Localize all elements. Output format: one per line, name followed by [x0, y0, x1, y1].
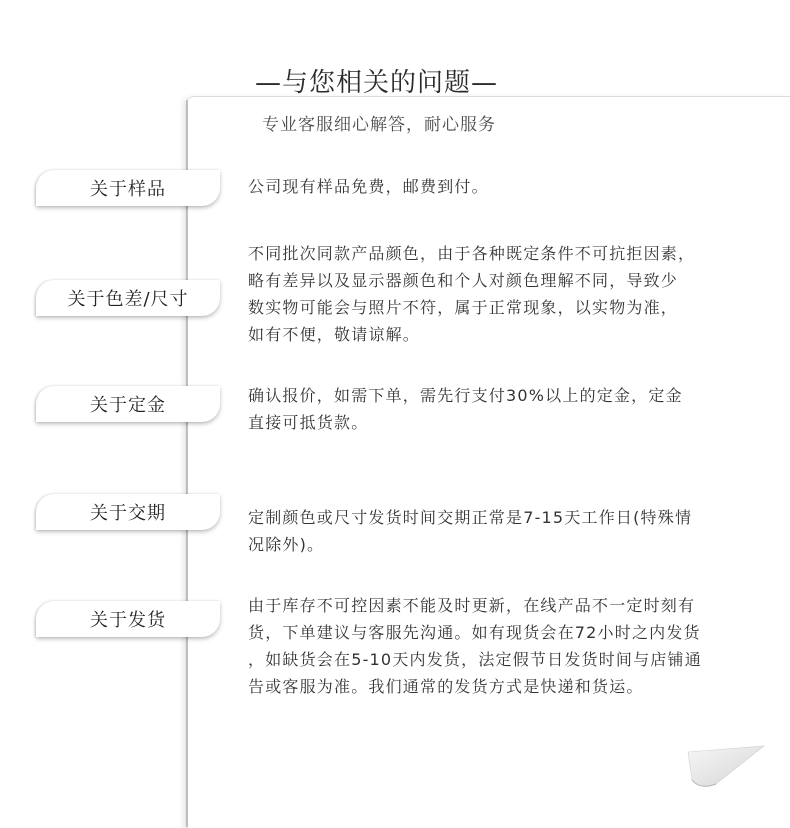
tab-deposit: 关于定金 [36, 386, 220, 422]
tab-samples: 关于样品 [36, 170, 220, 206]
answer-samples [248, 173, 748, 200]
page-title: —与您相关的问题— [255, 68, 499, 98]
page-subtitle: 专业客服细心解答，耐心服务 [262, 115, 496, 135]
tab-shipping: 关于发货 [36, 601, 220, 637]
answer-line: 定制颜色或尺寸发货时间交期正常是7-15天工作日(特殊情 [248, 508, 693, 527]
answer-line: 由于库存不可控因素不能及时更新，在线产品不一定时刻有 [248, 596, 696, 615]
answer-line: 公司现有样品免费，邮费到付。 [248, 177, 489, 196]
answer-delivery-time [248, 504, 748, 558]
answer-line: 略有差异以及显示器颜色和个人对颜色理解不同，导致少 [248, 271, 679, 290]
answer-line: 确认报价，如需下单，需先行支付30%以上的定金，定金 [248, 386, 683, 405]
paper-sheet [188, 96, 790, 828]
tab-delivery-time: 关于交期 [36, 494, 220, 530]
answer-line: ，如缺货会在5-10天内发货，法定假节日发货时间与店铺通 [248, 650, 702, 669]
answer-line: 直接可抵货款。 [248, 413, 369, 432]
answer-line: 如有不便，敬请谅解。 [248, 325, 421, 344]
answer-line: 不同批次同款产品颜色，由于各种既定条件不可抗拒因素， [248, 244, 696, 263]
answer-line: 货，下单建议与客服先沟通。如有现货会在72小时之内发货 [248, 623, 701, 642]
answer-line: 数实物可能会与照片不符，属于正常现象，以实物为准， [248, 298, 679, 317]
tab-color-size: 关于色差/尺寸 [36, 280, 220, 316]
answer-color-size [248, 240, 748, 348]
answer-shipping [248, 592, 748, 700]
answer-line: 况除外)。 [248, 535, 325, 554]
answer-line: 告或客服为准。我们通常的发货方式是快递和货运。 [248, 677, 644, 696]
answer-deposit [248, 382, 748, 436]
page-curl-icon [686, 744, 766, 792]
